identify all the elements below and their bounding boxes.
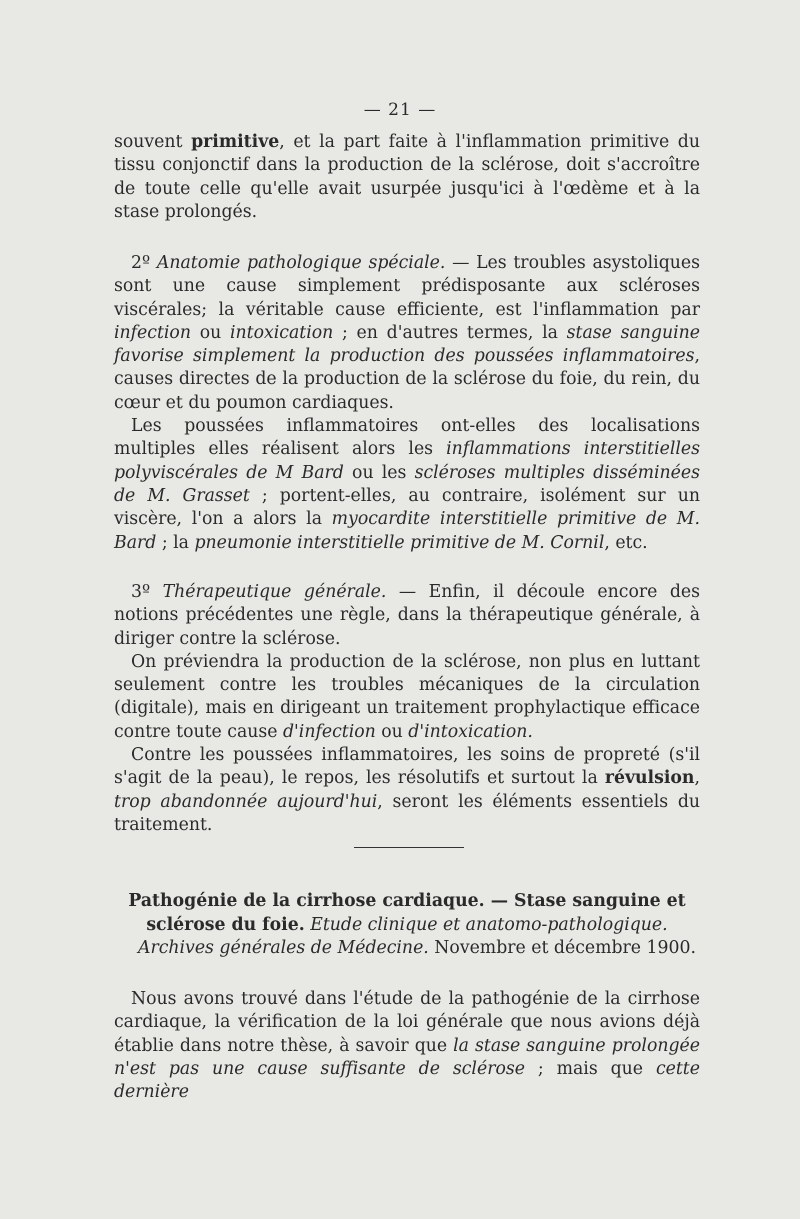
text-run: ; la — [156, 532, 195, 553]
text-run: , — [694, 768, 700, 789]
section-therapeutique — [114, 581, 700, 837]
bold-term: révulsion — [604, 768, 695, 789]
paragraph — [114, 744, 700, 837]
italic-term: pneumonie interstitielle primitive de M. Cornil — [194, 532, 605, 553]
section-number: 3º — [131, 582, 163, 602]
paragraph — [114, 988, 700, 1104]
text-run: Contre les poussées inflammatoires, les soins de propreté (s'il s'agit de la peau), le repos, les résolutifs et surtout la — [114, 745, 700, 789]
italic-term: cette dernière — [114, 1058, 700, 1103]
reference-source — [114, 937, 700, 961]
publication-date: Novembre et décembre 1900. — [428, 938, 696, 958]
text-run: Les poussées inflammatoires ont-elles des localisations multiples elles réalisent alors les — [114, 416, 700, 460]
text-run: ou — [190, 322, 230, 343]
italic-term: d'intoxication. — [408, 721, 533, 742]
reference-title-bold: Pathogénie de la cirrhose cardiaque. — Stase sanguine et sclérose du foie. — [128, 891, 686, 935]
text-run: On préviendra la production de la sclérose, non plus en luttant seulement contre les troubles mécaniques de la circulation (digitale), mais en dirigeant un traitement prophylactique efficace contre toute cause — [114, 651, 700, 742]
italic-term: scléroses multiples disséminées de M. Grasset — [114, 462, 701, 506]
text-run: ; portent-elles, au contraire, isolément sur un viscère, l'on a alors la — [114, 485, 700, 530]
italic-term: stase sanguine favorise simplement la production des poussées inflammatoires — [114, 322, 700, 367]
italic-term: inflammations interstitielles polyviscérales de M Bard — [114, 439, 700, 483]
journal-name: Archives générales de Médecine. — [137, 938, 429, 958]
section-heading: Anatomie pathologique spéciale. — [156, 253, 446, 273]
text-run: ; mais que — [524, 1058, 656, 1079]
bibliographic-reference — [114, 890, 700, 961]
text-run: Nous avons trouvé dans l'étude de la pathogénie de la cirrhose cardiaque, la vérification de la loi générale que nous avions déjà établie dans notre thèse, à savoir que — [114, 989, 700, 1056]
continuation-paragraph — [114, 131, 700, 224]
text-run: souvent — [114, 132, 192, 152]
section-number: 2º — [131, 253, 157, 273]
bold-term: primitive — [191, 132, 280, 152]
text-run: , seront les éléments essentiels du traitement. — [114, 791, 701, 835]
paragraph — [114, 415, 700, 555]
paragraph — [114, 581, 700, 651]
section-heading: Thérapeutique générale. — [162, 582, 387, 602]
text-run: — Enfin, il découle encore des notions précédentes une règle, dans la thérapeutique générale, à diriger contre la sclérose. — [114, 582, 700, 649]
text-run: ou les — [343, 462, 415, 483]
text-run: , et la part faite à l'inflammation primitive du tissu conjonctif dans la production de la sclérose, doit s'accroître de toute celle qu'elle avait usurpée jusqu'ici à l'œdème et à la stase prolongés. — [114, 132, 700, 222]
page-number: — 21 — — [363, 100, 437, 120]
italic-term: infection — [114, 322, 191, 343]
italic-term: myocardite interstitielle primitive de M. Bard — [114, 509, 700, 553]
text-run: , causes directes de la production de la sclérose du foie, du rein, du cœur et du poumon cardiaques. — [114, 346, 700, 413]
italic-term: intoxication — [229, 322, 334, 343]
reference-subtitle: Etude clinique et anatomo-pathologique. — [304, 914, 668, 935]
reference-summary — [114, 988, 700, 1104]
italic-term: d'infection — [282, 721, 376, 742]
section-divider — [354, 847, 464, 848]
section-anatomie — [114, 252, 700, 555]
italic-term: trop abandonnée aujourd'hui — [114, 791, 378, 812]
text-run: — Les troubles asystoliques sont une cause simplement prédisposante aux scléroses viscérales; la véritable cause efficiente, est l'inflammation par — [114, 253, 700, 320]
text-run: , etc. — [604, 532, 648, 553]
italic-term: la stase sanguine prolongée n'est pas une cause suffisante de sclérose — [114, 1035, 700, 1079]
paragraph — [114, 252, 700, 415]
paragraph — [114, 651, 700, 744]
text-run: ou — [375, 721, 409, 742]
text-run: ; en d'autres termes, la — [333, 322, 567, 343]
reference-title — [114, 890, 700, 937]
